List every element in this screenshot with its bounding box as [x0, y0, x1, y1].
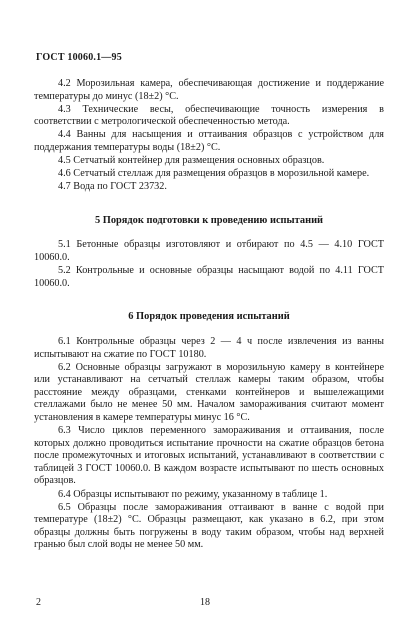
paragraph-6-5: 6.5 Образцы после замораживания оттаивают в ванне с водой при температуре (18±2) °С. Образцы размещают, как указано в 6.2, при этом образцы должны быть погружены в воду таким образом, чтобы над верхней гранью был слой воды не менее 50 мм.: [34, 501, 384, 551]
page-number-center: 18: [200, 597, 210, 608]
paragraph-4-2: 4.2 Морозильная камера, обеспечивающая достижение и поддержание температуры до минус (18±2) °С.: [34, 78, 384, 102]
paragraph-4-3: 4.3 Технические весы, обеспечивающие точность измерения в соответствии с метрологической обеспеченностью метода.: [34, 103, 384, 128]
paragraph-4-4: 4.4 Ванны для насыщения и оттаивания образцов с устройством для поддержания температуры воды (18±2) °С.: [34, 129, 384, 153]
paragraph-4-5: 4.5 Сетчатый контейнер для размещения основных образцов.: [58, 155, 325, 167]
paragraph-4-7: 4.7 Вода по ГОСТ 23732.: [58, 181, 167, 193]
document-code-header: ГОСТ 10060.1—95: [36, 52, 122, 63]
section-5-heading: 5 Порядок подготовки к проведению испытаний: [94, 214, 324, 226]
paragraph-4-6: 4.6 Сетчатый стеллаж для размещения образцов в морозильной камере.: [58, 168, 370, 180]
document-body: [34, 78, 384, 553]
section-6-heading: 6 Порядок проведения испытаний: [128, 311, 290, 323]
paragraph-5-1: 5.1 Бетонные образцы изготовляют и отбирают по 4.5 — 4.10 ГОСТ 10060.0.: [34, 239, 384, 264]
page-number-left: 2: [36, 597, 41, 608]
paragraph-5-2: 5.2 Контрольные и основные образцы насыщают водой по 4.11 ГОСТ 10060.0.: [34, 265, 384, 289]
paragraph-6-3: 6.3 Число циклов переменного замораживания и оттаивания, после которых должно проводиться испытание прочности на сжатие образцов бетона после промежуточных и итоговых испытаний, устанавливают в соответствии с таблицей 3 ГОСТ 10060.0. В каждом возрасте испытывают по шесть основных образцов.: [34, 425, 384, 487]
paragraph-6-2: 6.2 Основные образцы загружают в морозильную камеру в контейнере или устанавливают на сетчатый стеллаж камеры таким образом, чтобы расстояние между образцами, стенками контейнеров и вышележащими стеллажами было не менее 50 мм. Началом замораживания считают момент установления в камере температуры минус 16 °С.: [34, 361, 384, 423]
paragraph-6-1: 6.1 Контрольные образцы через 2 — 4 ч после извлечения из ванны испытывают на сжатие по ГОСТ 10180.: [34, 335, 384, 360]
paragraph-6-4: 6.4 Образцы испытывают по режиму, указанному в таблице 1.: [58, 488, 328, 500]
